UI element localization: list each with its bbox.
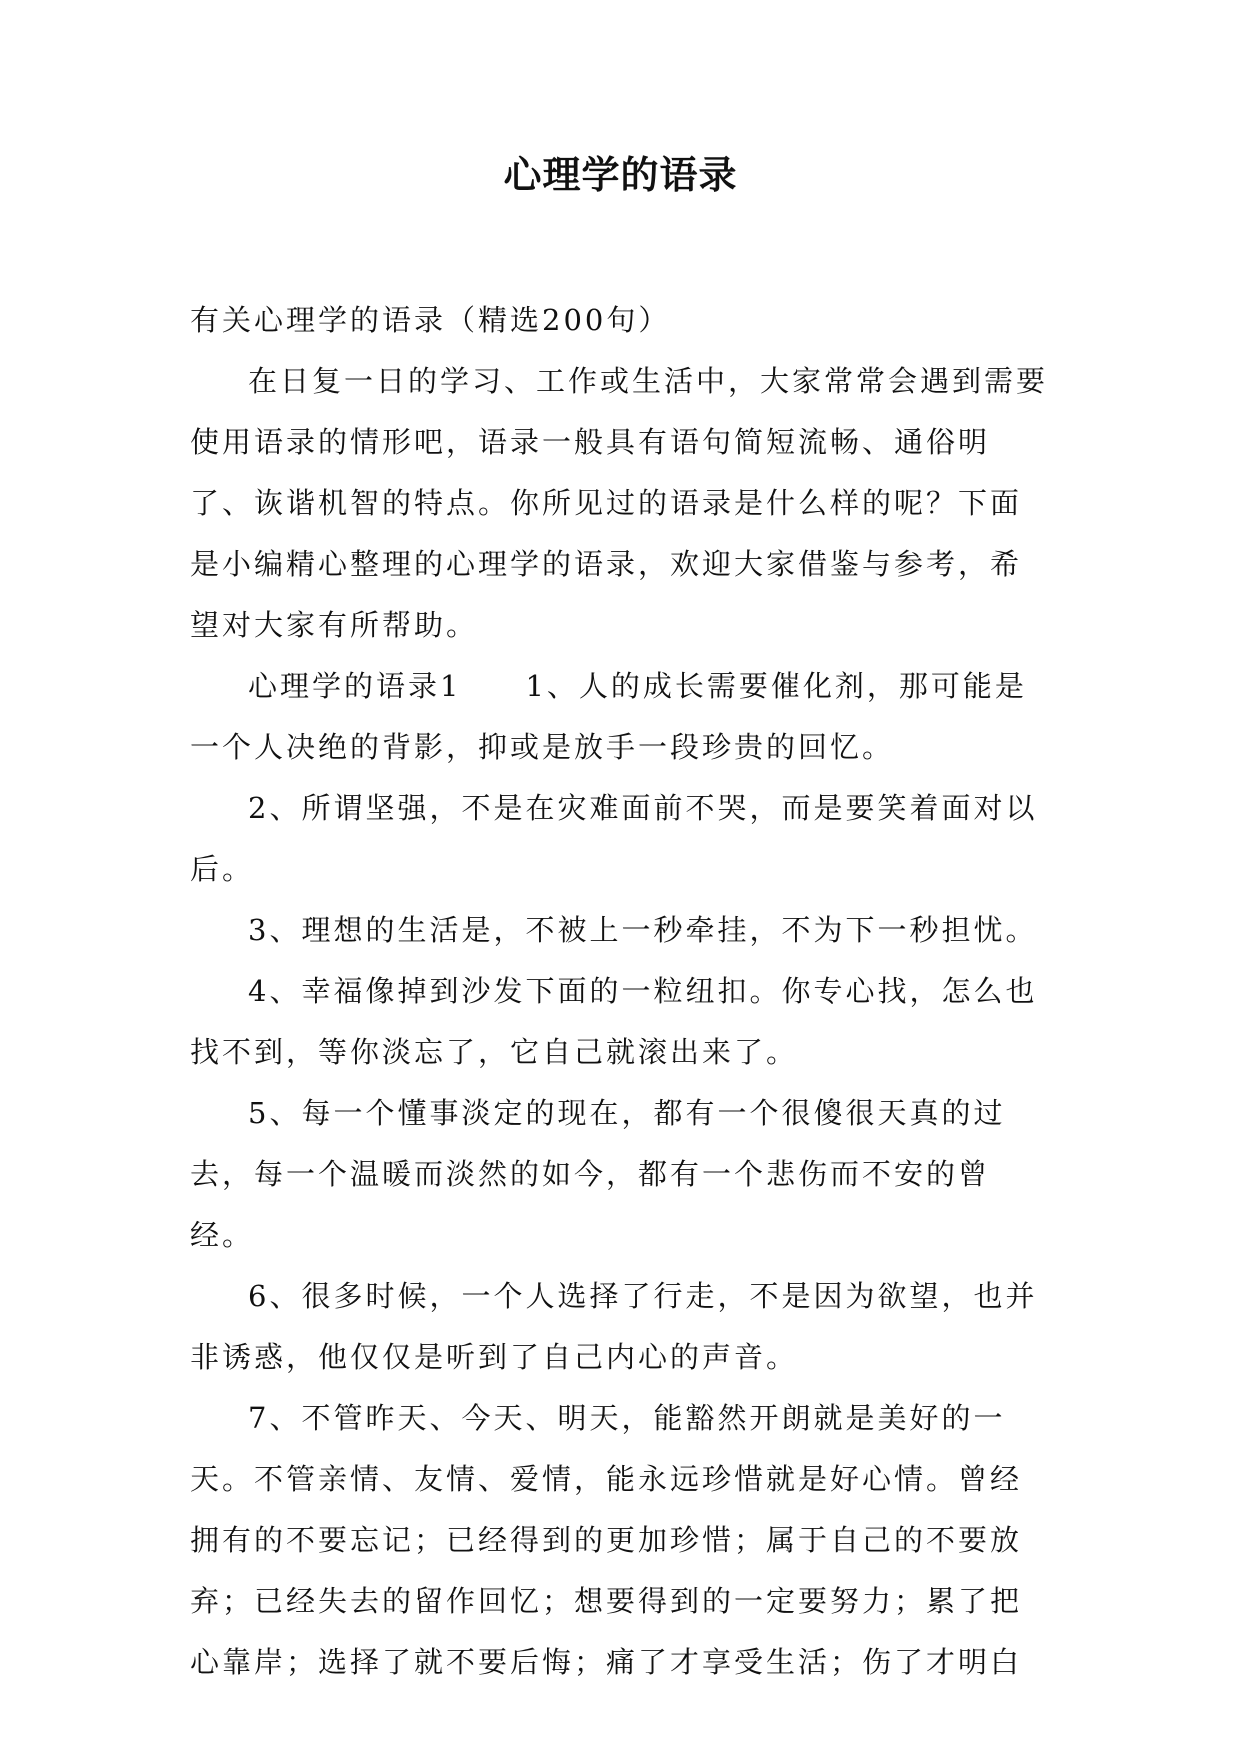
paragraph-quote-4: 4、幸福像掉到沙发下面的一粒纽扣。你专心找，怎么也找不到，等你淡忘了，它自己就滚出来了。 bbox=[190, 974, 1038, 1069]
paragraph-quote-7: 7、不管昨天、今天、明天，能豁然开朗就是美好的一天。不管亲情、友情、爱情，能永远珍惜就是好心情。曾经拥有的不要忘记；已经得到的更加珍惜；属于自己的不要放弃；已经失去的留作回忆；想要得到的一定要努力；累了把心靠岸；选择了就不要后悔；痛了才享受生活；伤了才明白 bbox=[190, 1401, 1023, 1679]
paragraph-intro-heading: 有关心理学的语录（精选200句） bbox=[190, 303, 671, 337]
document-title: 心理学的语录 bbox=[503, 153, 738, 197]
paragraph-quote-1: 心理学的语录1 1、人的成长需要催化剂，那可能是一个人决绝的背影，抑或是放手一段珍贵的回忆。 bbox=[190, 669, 1027, 764]
paragraph-introduction: 在日复一日的学习、工作或生活中，大家常常会遇到需要使用语录的情形吧，语录一般具有语句简短流畅、通俗明了、诙谐机智的特点。你所见过的语录是什么样的呢？下面是小编精心整理的心理学的语录，欢迎大家借鉴与参考，希望对大家有所帮助。 bbox=[190, 364, 1049, 642]
document-body bbox=[190, 290, 1050, 1693]
paragraph-quote-3: 3、理想的生活是，不被上一秒牵挂，不为下一秒担忧。 bbox=[248, 913, 1038, 947]
paragraph-quote-6: 6、很多时候，一个人选择了行走，不是因为欲望，也并非诱惑，他仅仅是听到了自己内心的声音。 bbox=[190, 1279, 1038, 1374]
paragraph-quote-2: 2、所谓坚强，不是在灾难面前不哭，而是要笑着面对以后。 bbox=[190, 791, 1038, 886]
paragraph-quote-5: 5、每一个懂事淡定的现在，都有一个很傻很天真的过去，每一个温暖而淡然的如今，都有一个悲伤而不安的曾经。 bbox=[190, 1096, 1006, 1252]
